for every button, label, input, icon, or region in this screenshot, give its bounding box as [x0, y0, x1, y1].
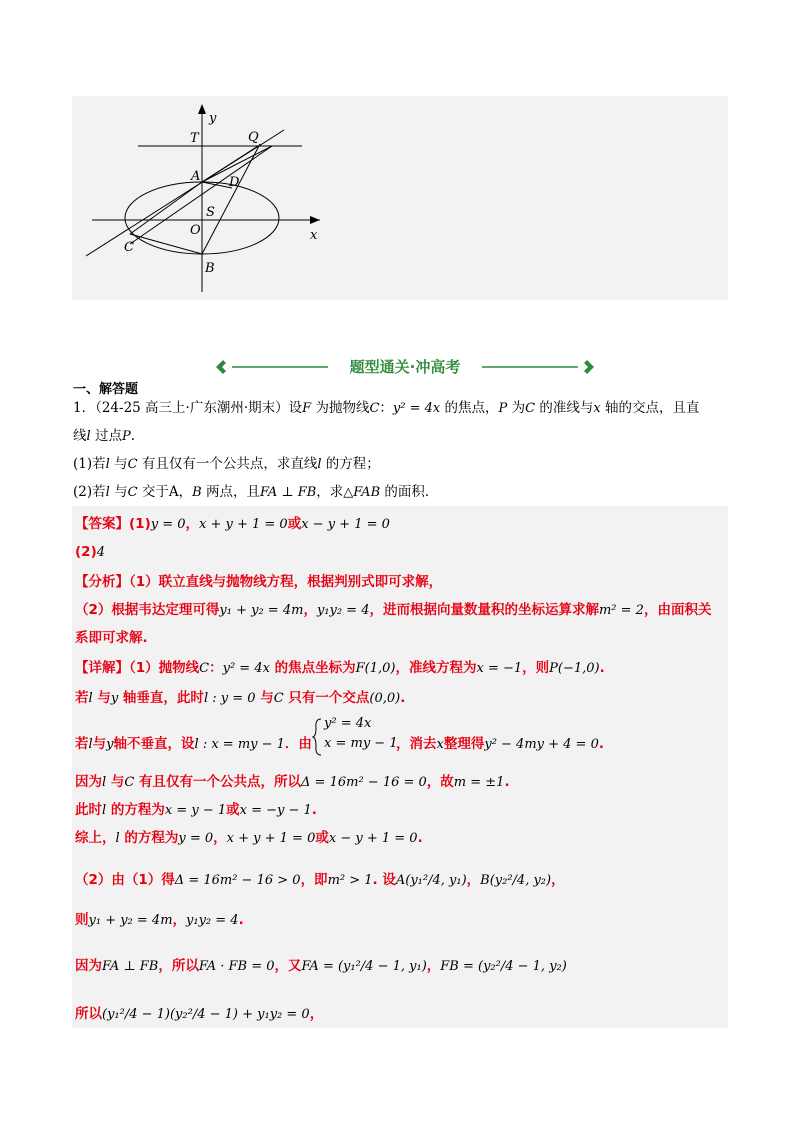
problem-line-2: 线l 过点P. [73, 428, 136, 444]
brace-icon [313, 719, 321, 755]
label-A: A [191, 169, 201, 184]
label-x: x [310, 228, 318, 243]
detail-line-5: 此时l 的方程为x = y − 1或x = −y − 1. [75, 802, 317, 818]
label-S: S [206, 205, 215, 220]
label-Q: Q [248, 130, 259, 145]
detail-line-3-tail: ，消去x整理得y² − 4my + 4 = 0. [396, 736, 604, 752]
label-O: O [190, 223, 201, 238]
y-axis-arrow [198, 104, 206, 114]
detail-line-10: 所以(y₁²/4 − 1)(y₂²/4 − 1) + y₁y₂ = 0， [75, 1006, 324, 1022]
answer-line-1: 【答案】(1)y = 0，x + y + 1 = 0或x − y + 1 = 0 [75, 516, 390, 532]
section-banner [210, 354, 600, 380]
question-2: (2)若l 与C 交于A，B 两点，且FA ⊥ FB，求△FAB 的面积． [73, 484, 439, 500]
question-1: (1)若l 与C 有且仅有一个公共点，求直线l 的方程； [73, 456, 380, 472]
x-axis-arrow [310, 216, 320, 224]
label-D: D [229, 175, 240, 190]
banner-title: 题型通关·冲高考 [349, 358, 461, 376]
detail-line-8: 则y₁ + y₂ = 4m，y₁y₂ = 4. [75, 912, 244, 928]
analysis-line-1: 【分析】（1）联立直线与抛物线方程，根据判别式即可求解， [75, 574, 443, 590]
label-B: B [205, 261, 215, 276]
analysis-line-2: （2）根据韦达定理可得y₁ + y₂ = 4m，y₁y₂ = 4，进而根据向量数量积的坐标运算求解m² = 2，由面积关 [75, 602, 712, 618]
detail-line-2: 若l 与y 轴垂直，此时l : y = 0 与C 只有一个交点(0,0). [75, 690, 406, 706]
analysis-line-3: 系即可求解. [75, 630, 148, 646]
detail-line-6: 综上，l 的方程为y = 0，x + y + 1 = 0或x − y + 1 = 0. [75, 830, 423, 846]
detail-line-7: （2）由（1）得Δ = 16m² − 16 > 0，即m² > 1. 设A(y₁²/4, y₁)，B(y₂²/4, y₂)， [75, 872, 565, 888]
detail-line-9: 因为FA ⊥ FB，所以FA · FB = 0，又FA = (y₁²/4 − 1, y₁)，FB = (y₂²/4 − 1, y₂) [75, 958, 567, 974]
problem-line-1: 1．（24-25 高三上·广东潮州·期末）设F 为抛物线C：y² = 4x 的焦点，P 为C 的准线与x 轴的交点，且直 [73, 400, 700, 416]
label-y: y [209, 111, 217, 126]
answer-line-2: (2)4 [75, 544, 106, 560]
detail-line-1: 【详解】（1）抛物线C：y² = 4x 的焦点坐标为F(1,0)，准线方程为x = −1，则P(−1,0). [75, 660, 605, 676]
line-B-Q [202, 144, 260, 254]
label-C: C [124, 240, 134, 255]
detail-line-4: 因为l 与C 有且仅有一个公共点，所以Δ = 16m² − 16 = 0，故m = ±1. [75, 774, 510, 790]
figure-panel [72, 96, 728, 300]
label-T: T [190, 131, 199, 146]
detail-line-3: 若l与y轴不垂直，设l : x = my − 1．由 [75, 736, 312, 752]
section-heading: 一、解答题 [73, 382, 139, 397]
geometry-figure [72, 96, 728, 300]
